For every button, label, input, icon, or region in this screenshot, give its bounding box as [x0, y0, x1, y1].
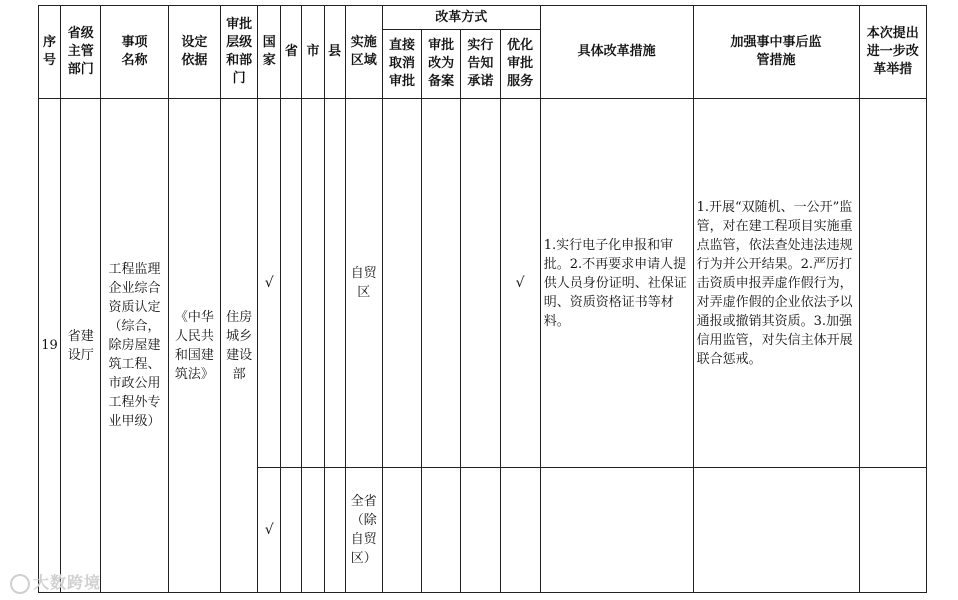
cell-region-2: 全省（除自贸区）: [345, 468, 382, 593]
cell-county: [324, 99, 345, 468]
header-national: 国家: [258, 6, 281, 99]
cell-method-filing: [422, 99, 461, 468]
header-dept: 省级主管部门: [61, 6, 101, 99]
cell-method-notify: [461, 99, 500, 468]
cell-method-cancel: [382, 99, 421, 468]
header-method-optimize: 优化审批服务: [500, 30, 540, 99]
cell-measures-2: [540, 468, 693, 593]
header-method-notify: 实行告知承诺: [461, 30, 500, 99]
cell-seq: 19: [39, 99, 61, 593]
header-city: 市: [302, 6, 324, 99]
header-reform-methods: 改革方式: [382, 6, 540, 30]
header-supervision: 加强事中事后监管措施: [693, 6, 859, 99]
cell-item: 工程监理企业综合资质认定（综合，除房屋建筑工程、市政公用工程外专业甲级）: [101, 99, 168, 593]
cell-method-optimize-check: √: [500, 99, 540, 468]
header-item: 事项名称: [101, 6, 168, 99]
header-measures: 具体改革措施: [540, 6, 693, 99]
watermark-logo-icon: [10, 574, 30, 594]
cell-further-2: [859, 468, 927, 593]
header-level: 审批层级和部门: [220, 6, 257, 99]
watermark: 大数跨境: [10, 570, 101, 594]
header-basis: 设定依据: [168, 6, 220, 99]
cell-national-check-2: √: [258, 468, 281, 593]
reform-table: [38, 5, 927, 593]
cell-supervision: 1.开展“双随机、一公开”监管，对在建工程项目实施重点监管，依法查处违法违规行为并公开结果。2.严厉打击资质申报弄虚作假行为，对弄虚作假的企业依法予以通报或撤销其资质。3.加强信用监管，对失信主体开展联合惩戒。: [693, 99, 859, 468]
header-further: 本次提出进一步改革举措: [859, 6, 927, 99]
cell-further: [859, 99, 927, 468]
cell-city: [302, 99, 324, 468]
table-row: [39, 99, 927, 468]
header-province: 省: [281, 6, 302, 99]
cell-county-2: [324, 468, 345, 593]
header-seq: 序号: [39, 6, 61, 99]
cell-province: [281, 99, 302, 468]
cell-level: 住房城乡建设部: [220, 99, 257, 593]
cell-basis: 《中华人民共和国建筑法》: [168, 99, 220, 593]
cell-method-cancel-2: [382, 468, 421, 593]
cell-region: 自贸区: [345, 99, 382, 468]
cell-dept: 省建设厅: [61, 99, 101, 593]
cell-supervision-2: [693, 468, 859, 593]
cell-province-2: [281, 468, 302, 593]
cell-city-2: [302, 468, 324, 593]
header-county: 县: [324, 6, 345, 99]
cell-method-filing-2: [422, 468, 461, 593]
header-region: 实施区域: [345, 6, 382, 99]
cell-measures: 1.实行电子化申报和审批。2.不再要求申请人提供人员身份证明、社保证明、资质资格证书等材料。: [540, 99, 693, 468]
header-method-filing: 审批改为备案: [422, 30, 461, 99]
header-method-cancel: 直接取消审批: [382, 30, 421, 99]
cell-national-check: √: [258, 99, 281, 468]
cell-method-notify-2: [461, 468, 500, 593]
cell-method-optimize-2: [500, 468, 540, 593]
